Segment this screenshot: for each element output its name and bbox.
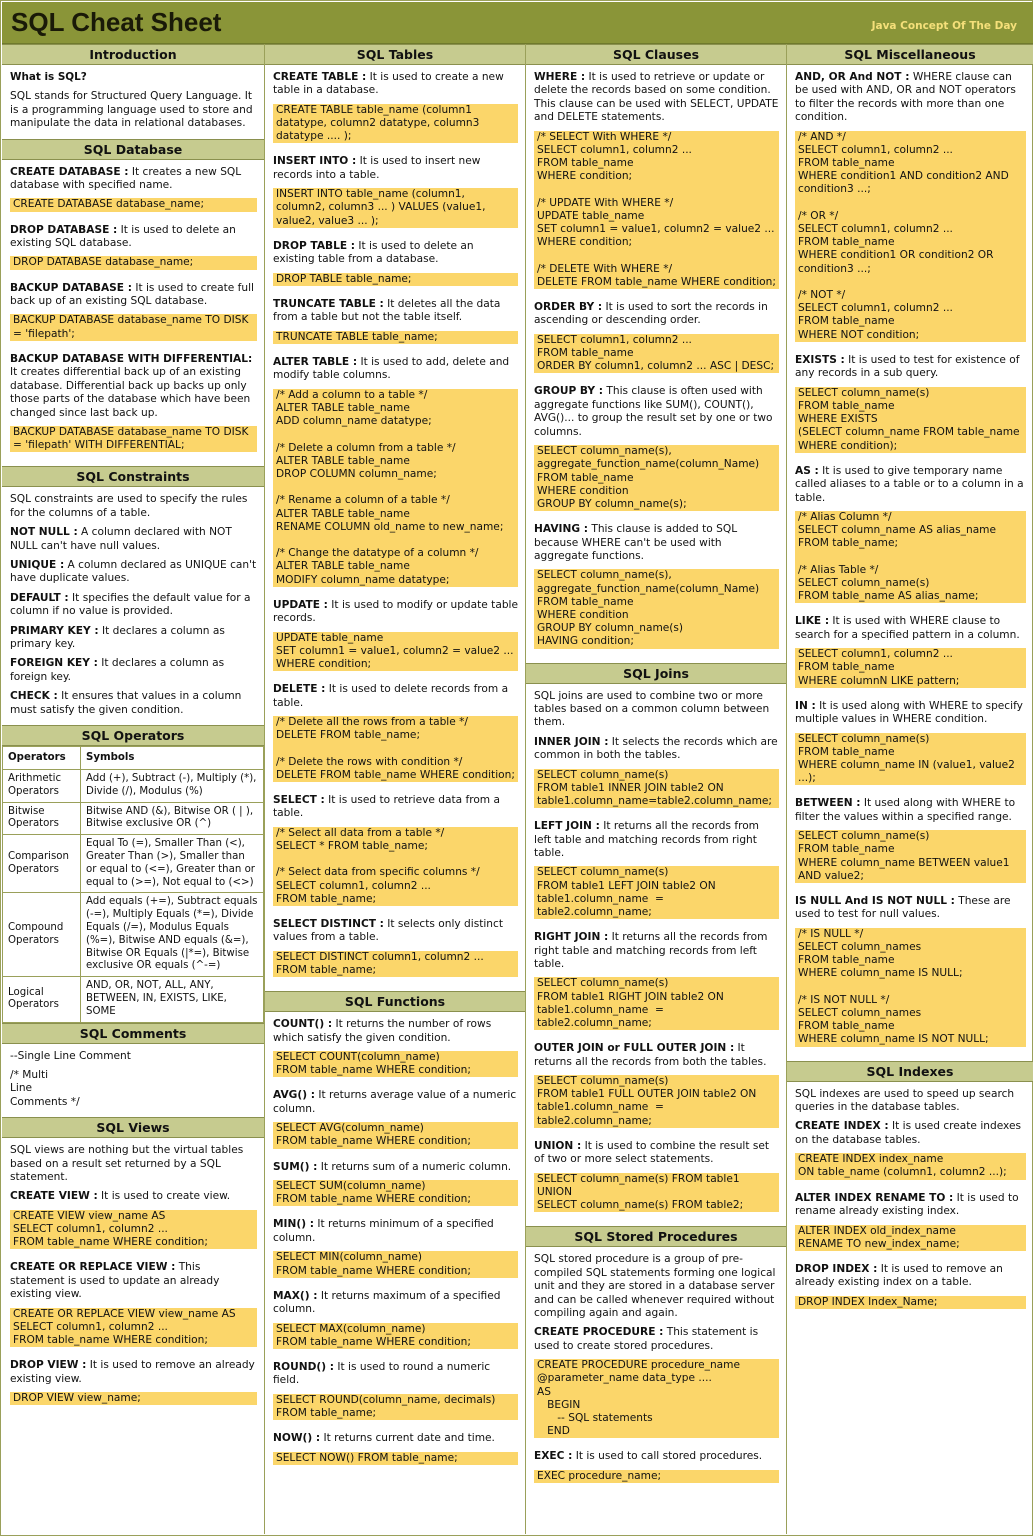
page-subtitle: Java Concept Of The Day	[871, 20, 1017, 32]
table-row	[3, 977, 264, 1022]
item-exec	[534, 1450, 779, 1463]
section-header: SQL Operators	[2, 725, 264, 746]
section-header: SQL Constraints	[2, 466, 264, 487]
item-backup-database	[10, 282, 257, 309]
item-name: PRIMARY KEY :	[10, 624, 99, 637]
code-snippet: SELECT DISTINCT column1, column2 ... FROM table_name;	[273, 951, 518, 977]
table-row	[3, 802, 264, 835]
item-max	[273, 1290, 518, 1317]
item-description: It is used to call stored procedures.	[572, 1450, 763, 1463]
code-snippet: UPDATE table_name SET column1 = value1, column2 = value2 ... WHERE condition;	[273, 632, 518, 672]
operator-symbols: Add equals (+=), Subtract equals (-=), Multiply Equals (*=), Divide Equals (/=), Modulus Equals (%=), Bitwise AND equals (&=), Bitwise OR Equals (|*=), Bitwise exclusive OR equals (^-=)	[81, 893, 264, 977]
item-count	[273, 1018, 518, 1045]
operator-type: Compound Operators	[3, 893, 81, 977]
item-description: It returns current date and time.	[320, 1432, 495, 1445]
item-name: IN :	[795, 699, 816, 712]
section-header: SQL Views	[2, 1117, 264, 1138]
procedures-section	[526, 1247, 786, 1497]
item-create-database	[10, 166, 257, 193]
code-snippet: SELECT column_name(s) FROM table1 LEFT JOIN table2 ON table1.column_name = table2.column_name;	[534, 866, 779, 919]
section-description: SQL indexes are used to speed up search queries in the database tables.	[795, 1087, 1015, 1114]
operators-table	[2, 746, 264, 1023]
item-name: COUNT() :	[273, 1018, 333, 1031]
code-snippet: SELECT column1, column2 ... FROM table_name WHERE columnN LIKE pattern;	[795, 648, 1026, 688]
item-name: AS :	[795, 464, 819, 477]
item-name: CREATE INDEX :	[795, 1120, 889, 1133]
indexes-section	[787, 1082, 1033, 1323]
section-description: SQL stored procedure is a group of pre-compiled SQL statements forming one logical unit and they are stored in a database server and can be called whenever required without compiling again and again.	[534, 1253, 776, 1319]
item-drop-view	[10, 1359, 257, 1386]
column-3	[526, 44, 787, 1534]
item-name: WHERE :	[534, 71, 586, 83]
section-header: SQL Functions	[265, 991, 525, 1012]
item-name: OUTER JOIN or FULL OUTER JOIN :	[534, 1042, 735, 1055]
views-section	[2, 1138, 264, 1419]
item-name: DROP DATABASE :	[10, 223, 118, 236]
operator-symbols: Add (+), Subtract (-), Multiply (*), Divide (/), Modulus (%)	[81, 770, 264, 803]
item-description: It is used to combine the result set of two or more select statements.	[534, 1139, 770, 1166]
item-in	[795, 700, 1026, 727]
item-description: It is used to sort the records in ascending or descending order.	[534, 301, 768, 327]
code-snippet: SELECT NOW() FROM table_name;	[273, 1452, 518, 1465]
item-description: It deletes all the data from a table but not the table itself.	[273, 297, 501, 324]
misc-section	[787, 65, 1033, 1061]
item-description: It is used to insert new records into a table.	[273, 155, 481, 181]
item-name: CREATE DATABASE :	[10, 165, 129, 178]
item-description: It returns all the records from right table and matching records from left table.	[534, 931, 768, 971]
item-create-view	[10, 1190, 257, 1203]
item-description: It is used to modify or update table records.	[273, 598, 519, 625]
code-snippet: /* Select all data from a table */ SELECT * FROM table_name; /* Select data from specific columns */ SELECT column1, column2 ... FROM table_name;	[273, 827, 518, 906]
page-title: SQL Cheat Sheet	[11, 7, 222, 37]
item-description: It is used to delete an existing SQL database.	[10, 223, 236, 250]
item-description: It creates differential back up of an existing database. Differential back up backs up only those parts of the database which have been changed since last back up.	[10, 366, 251, 419]
code-snippet: SELECT column_name(s), aggregate_function_name(column_Name) FROM table_name WHERE condition GROUP BY column_name(s);	[534, 445, 779, 511]
item-description: It specifies the default value for a column if no value is provided.	[10, 591, 251, 618]
code-snippet: SELECT column_name(s) FROM table1 INNER JOIN table2 ON table1.column_name=table2.column_name;	[534, 769, 779, 809]
item-having	[534, 523, 779, 563]
section-header: Introduction	[2, 44, 264, 65]
tables-section	[265, 65, 525, 991]
section-header: SQL Comments	[2, 1023, 264, 1044]
item-name: IS NULL And IS NOT NULL :	[795, 895, 955, 908]
item-create-or-replace-view	[10, 1261, 257, 1301]
item-description: It is used to delete an existing table from a database.	[273, 239, 474, 266]
item-name: LEFT JOIN :	[534, 820, 600, 833]
code-snippet: SELECT MAX(column_name) FROM table_name WHERE condition;	[273, 1323, 518, 1349]
item-delete	[273, 683, 518, 710]
item-sum	[273, 1161, 518, 1174]
table-row	[3, 770, 264, 803]
operator-type: Logical Operators	[3, 977, 81, 1022]
item-description: It is used with WHERE clause to search for a specified pattern in a column.	[795, 615, 1020, 641]
code-snippet: CREATE VIEW view_name AS SELECT column1, column2 ... FROM table_name WHERE condition;	[10, 1210, 257, 1250]
column-2	[265, 44, 526, 1534]
item-description: It returns the number of rows which satisfy the given condition.	[273, 1018, 492, 1044]
item-name: DROP VIEW :	[10, 1359, 87, 1372]
item-description: It creates a new SQL database with specified name.	[10, 165, 242, 192]
item-description: These are used to test for null values.	[795, 895, 1011, 921]
section-description: SQL views are nothing but the virtual tables based on a result set returned by a SQL statement.	[10, 1144, 244, 1183]
functions-section	[265, 1012, 525, 1479]
code-snippet: CREATE INDEX index_name ON table_name (column1, column2 ...);	[795, 1153, 1026, 1179]
item-name: SELECT :	[273, 793, 325, 806]
operator-type: Arithmetic Operators	[3, 770, 81, 803]
item-description: It declares a column as foreign key.	[10, 657, 225, 683]
item-now	[273, 1432, 518, 1445]
item-description: This clause is added to SQL because WHERE can't be used with aggregate functions.	[534, 523, 738, 562]
item-description: A column declared with NOT NULL can't have null values.	[10, 526, 232, 552]
code-snippet: DROP INDEX Index_Name;	[795, 1296, 1026, 1309]
item-name: MIN() :	[273, 1218, 314, 1231]
code-snippet: SELECT AVG(column_name) FROM table_name WHERE condition;	[273, 1122, 518, 1148]
item-name: GROUP BY :	[534, 385, 604, 398]
item-description: It is used to remove an already existing index on a table.	[795, 1262, 1003, 1289]
item-description: It is used to add, delete and modify table columns.	[273, 355, 510, 382]
item-description: It returns sum of a numeric column.	[317, 1160, 512, 1173]
code-snippet: DROP DATABASE database_name;	[10, 256, 257, 269]
section-header: SQL Joins	[526, 663, 786, 684]
code-snippet: /* SELECT With WHERE */ SELECT column1, column2 ... FROM table_name WHERE condition; /* UPDATE With WHERE */ UPDATE table_name SET column1 = value1, column2 = value2 ... WHERE condition; /* DELETE With WHERE */ DELETE FROM table_name WHERE condition;	[534, 131, 779, 289]
item-name: BACKUP DATABASE :	[10, 281, 132, 294]
item-name: UNIQUE :	[10, 558, 65, 571]
code-snippet: CREATE OR REPLACE VIEW view_name AS SELECT column1, column2 ... FROM table_name WHERE condition;	[10, 1308, 257, 1348]
code-snippet: DROP VIEW view_name;	[10, 1392, 257, 1405]
item-min	[273, 1218, 518, 1245]
item-name: RIGHT JOIN :	[534, 931, 609, 944]
item-as	[795, 465, 1026, 505]
item-description: It is used to test for existence of any records in a sub query.	[795, 353, 1020, 380]
code-snippet: SELECT column_name(s) FROM table1 RIGHT JOIN table2 ON table1.column_name = table2.column_name;	[534, 977, 779, 1030]
column-1	[2, 44, 265, 1534]
item-description: It returns maximum of a specified column.	[273, 1289, 501, 1316]
code-snippet: EXEC procedure_name;	[534, 1470, 779, 1483]
item-name: AND, OR And NOT :	[795, 71, 910, 83]
code-snippet: SELECT column_name(s) FROM table_name WHERE EXISTS (SELECT column_name FROM table_name WHERE condition);	[795, 387, 1026, 453]
item-avg	[273, 1089, 518, 1116]
item-select-distinct	[273, 918, 518, 945]
item-where	[534, 71, 779, 125]
item-is-null-and-is-not-null	[795, 895, 1026, 922]
item-inner-join	[534, 736, 779, 763]
item-not-null	[10, 526, 257, 553]
item-name: INNER JOIN :	[534, 735, 609, 748]
item-name: CREATE VIEW :	[10, 1190, 98, 1203]
item-name: LIKE :	[795, 615, 830, 628]
code-snippet: BACKUP DATABASE database_name TO DISK = 'filepath' WITH DIFFERENTIAL;	[10, 426, 257, 452]
item-name: BACKUP DATABASE WITH DIFFERENTIAL:	[10, 352, 253, 365]
item-name: NOW() :	[273, 1432, 321, 1445]
code-snippet: SELECT column_name(s) FROM table1 UNION SELECT column_name(s) FROM table2;	[534, 1173, 779, 1213]
item-order-by	[534, 301, 779, 328]
item-description: This clause is often used with aggregate functions like SUM(), COUNT(), AVG()... to group the result set by one or two columns.	[534, 385, 773, 438]
code-snippet: /* AND */ SELECT column1, column2 ... FROM table_name WHERE condition1 AND condition2 AND condition3 ...; /* OR */ SELECT column1, column2 ... FROM table_name WHERE condition1 OR condition2 OR condition3 ...; /* NOT */ SELECT column1, column2 ... FROM table_name WHERE NOT condition;	[795, 131, 1026, 342]
item-outer-join-or-full-outer-join	[534, 1042, 779, 1069]
item-description: It returns all the records from left table and matching records from right table.	[534, 820, 759, 860]
item-name: ROUND() :	[273, 1360, 335, 1373]
item-name: BETWEEN :	[795, 797, 861, 810]
code-snippet: SELECT column_name(s), aggregate_function_name(column_Name) FROM table_name WHERE condition GROUP BY column_name(s) HAVING condition;	[534, 569, 779, 648]
single-line-comment: --Single Line Comment	[10, 1049, 131, 1062]
item-description: It returns all the records from both the tables.	[534, 1042, 767, 1068]
intro-question: What is SQL?	[10, 71, 87, 83]
item-name: UPDATE :	[273, 598, 328, 611]
item-description: This statement is used to create stored procedures.	[534, 1326, 759, 1352]
section-header: SQL Stored Procedures	[526, 1226, 786, 1247]
item-description: It is used to give temporary name called aliases to a table or to a column in a table.	[795, 464, 1024, 504]
item-name: DROP INDEX :	[795, 1262, 878, 1275]
item-description: A column declared as UNIQUE can't have duplicate values.	[10, 558, 257, 585]
section-header: SQL Indexes	[787, 1061, 1033, 1082]
item-name: AVG() :	[273, 1089, 315, 1102]
item-name: CREATE PROCEDURE :	[534, 1326, 664, 1339]
item-primary-key	[10, 625, 257, 652]
intro-section	[2, 65, 264, 139]
section-header: SQL Miscellaneous	[787, 44, 1033, 65]
operator-symbols: Bitwise AND (&), Bitwise OR ( | ), Bitwise exclusive OR (^)	[81, 802, 264, 835]
item-name: DEFAULT :	[10, 591, 69, 604]
item-name: HAVING :	[534, 523, 588, 536]
code-snippet: /* Delete all the rows from a table */ DELETE FROM table_name; /* Delete the rows with condition */ DELETE FROM table_name WHERE condition;	[273, 716, 518, 782]
code-snippet: DROP TABLE table_name;	[273, 273, 518, 286]
item-name: EXISTS :	[795, 353, 845, 366]
item-check	[10, 690, 257, 717]
table-row	[3, 835, 264, 893]
item-name: INSERT INTO :	[273, 155, 357, 168]
intro-text: SQL stands for Structured Query Language. It is a programming language used to store and manipulate the data in relational databases.	[10, 90, 253, 130]
code-snippet: SELECT ROUND(column_name, decimals) FROM table_name;	[273, 1394, 518, 1420]
clauses-section	[526, 65, 786, 663]
code-snippet: TRUNCATE TABLE table_name;	[273, 331, 518, 344]
operator-type: Bitwise Operators	[3, 802, 81, 835]
code-snippet: SELECT MIN(column_name) FROM table_name WHERE condition;	[273, 1251, 518, 1277]
item-description: It is used to round a numeric field.	[273, 1360, 491, 1387]
item-update	[273, 599, 518, 626]
column-4	[787, 44, 1033, 1534]
item-description: It is used along with WHERE to specify multiple values in WHERE condition.	[795, 699, 1023, 726]
item-description: It is used create indexes on the database tables.	[795, 1120, 1022, 1146]
item-union	[534, 1140, 779, 1167]
section-description: SQL joins are used to combine two or more tables based on a common column between them.	[534, 689, 770, 729]
item-description: It declares a column as primary key.	[10, 624, 225, 650]
item-drop-index	[795, 1263, 1026, 1290]
item-like	[795, 615, 1026, 642]
item-name: ORDER BY :	[534, 301, 603, 314]
section-header: SQL Clauses	[526, 44, 786, 65]
section-description: SQL constraints are used to specify the rules for the columns of a table.	[10, 493, 248, 519]
code-snippet: SELECT column_name(s) FROM table_name WHERE column_name BETWEEN value1 AND value2;	[795, 830, 1026, 883]
item-name: UNION :	[534, 1139, 582, 1152]
database-section	[2, 160, 264, 467]
item-alter-table	[273, 356, 518, 383]
item-description: This statement is used to update an already existing view.	[10, 1261, 220, 1301]
item-truncate-table	[273, 298, 518, 325]
code-snippet: SELECT COUNT(column_name) FROM table_name WHERE condition;	[273, 1051, 518, 1077]
item-name: CREATE OR REPLACE VIEW :	[10, 1261, 176, 1274]
code-snippet: ALTER INDEX old_index_name RENAME TO new_index_name;	[795, 1225, 1026, 1251]
operator-symbols: Equal To (=), Smaller Than (<), Greater Than (>), Smaller than or equal to (<=), Greater than or equal to (>=), Not equal to (<>)	[81, 835, 264, 893]
item-name: ALTER INDEX RENAME TO :	[795, 1191, 954, 1204]
item-drop-table	[273, 240, 518, 267]
item-description: It is used to create full back up of an existing SQL database.	[10, 281, 254, 308]
code-snippet: SELECT column1, column2 ... FROM table_name ORDER BY column1, column2 ... ASC | DESC;	[534, 334, 779, 374]
item-create-procedure	[534, 1326, 779, 1353]
code-snippet: SELECT column_name(s) FROM table1 FULL OUTER JOIN table2 ON table1.column_name = table2.column_name;	[534, 1075, 779, 1128]
item-name: MAX() :	[273, 1289, 318, 1302]
table-header: Symbols	[81, 747, 264, 770]
item-create-index	[795, 1120, 1026, 1147]
item-description: It returns minimum of a specified column.	[273, 1218, 494, 1244]
item-name: NOT NULL :	[10, 526, 78, 539]
item-name: EXEC :	[534, 1450, 573, 1463]
table-row	[3, 893, 264, 977]
item-drop-database	[10, 224, 257, 251]
table-header: Operators	[3, 747, 81, 770]
item-name: CHECK :	[10, 690, 58, 703]
operator-symbols: AND, OR, NOT, ALL, ANY, BETWEEN, IN, EXISTS, LIKE, SOME	[81, 977, 264, 1022]
item-description: It is used to create view.	[97, 1190, 231, 1203]
item-description: It selects the records which are common in both the tables.	[534, 735, 778, 762]
item-description: It returns average value of a numeric column.	[273, 1089, 517, 1115]
joins-section	[526, 684, 786, 1227]
code-snippet: INSERT INTO table_name (column1, column2, column3 ... ) VALUES (value1, value2, value3 ... );	[273, 188, 518, 228]
item-name: SELECT DISTINCT :	[273, 918, 384, 931]
code-snippet: /* IS NULL */ SELECT column_names FROM table_name WHERE column_name IS NULL; /* IS NOT NULL */ SELECT column_names FROM table_name WHERE column_name IS NOT NULL;	[795, 928, 1026, 1047]
item-description: WHERE clause can be used with AND, OR and NOT operators to filter the records with more than one condition.	[795, 71, 1016, 124]
item-alter-index-rename-to	[795, 1192, 1026, 1219]
code-snippet: CREATE TABLE table_name (column1 datatype, column2 datatype, column3 datatype .... );	[273, 104, 518, 144]
item-name: DELETE :	[273, 683, 326, 696]
item-round	[273, 1361, 518, 1388]
item-description: It selects only distinct values from a table.	[273, 918, 504, 944]
code-snippet: CREATE PROCEDURE procedure_name @parameter_name data_type .... AS BEGIN -- SQL statements END	[534, 1359, 779, 1438]
item-foreign-key	[10, 657, 257, 684]
operator-type: Comparison Operators	[3, 835, 81, 893]
item-description: It is used to retrieve or update or delete the records based on some condition. This clause can be used with SELECT, UPDATE and DELETE statements.	[534, 71, 779, 124]
item-right-join	[534, 931, 779, 971]
section-header: SQL Tables	[265, 44, 525, 65]
constraints-section	[2, 487, 264, 725]
item-name: CREATE TABLE :	[273, 71, 367, 83]
item-description: It is used to retrieve data from a table.	[273, 793, 500, 820]
item-select	[273, 794, 518, 821]
code-snippet: /* Add a column to a table */ ALTER TABLE table_name ADD column_name datatype; /* Delete a column from a table */ ALTER TABLE table_name DROP COLUMN column_name; /* Rename a column of a table */ ALTER TABLE table_name RENAME COLUMN old_name to new_name; /* Change the datatype of a column */ ALTER TABLE table_name MODIFY column_name datatype;	[273, 389, 518, 587]
comments-section	[2, 1044, 264, 1118]
code-snippet: SELECT column_name(s) FROM table_name WHERE column_name IN (value1, value2 ...);	[795, 733, 1026, 786]
item-description: It is used to remove an already existing view.	[10, 1359, 255, 1385]
item-backup-database-with-differential	[10, 353, 257, 420]
item-name: ALTER TABLE :	[273, 355, 358, 368]
item-default	[10, 592, 257, 619]
code-snippet: BACKUP DATABASE database_name TO DISK = 'filepath';	[10, 314, 257, 340]
item-description: It used along with WHERE to filter the values within a specified range.	[795, 797, 1016, 823]
item-name: FOREIGN KEY :	[10, 657, 98, 670]
code-snippet: /* Alias Column */ SELECT column_name AS alias_name FROM table_name; /* Alias Table */ SELECT column_name(s) FROM table_name AS alias_name;	[795, 511, 1026, 603]
item-group-by	[534, 385, 779, 439]
item-left-join	[534, 820, 779, 860]
item-unique	[10, 559, 257, 586]
page-header	[2, 2, 1033, 44]
item-name: SUM() :	[273, 1160, 318, 1173]
item-insert-into	[273, 155, 518, 182]
item-description: It is used to create a new table in a database.	[273, 71, 504, 97]
code-snippet: CREATE DATABASE database_name;	[10, 198, 257, 211]
item-between	[795, 797, 1026, 824]
item-description: It is used to rename already existing index.	[795, 1191, 1019, 1218]
multi-line-comment: /* Multi Line Comments */	[10, 1068, 80, 1108]
table-header-row	[3, 747, 264, 770]
item-name: TRUNCATE TABLE :	[273, 297, 384, 310]
item-description: It ensures that values in a column must satisfy the given condition.	[10, 690, 242, 716]
item-and-or-and-not	[795, 71, 1026, 125]
item-description: It is used to delete records from a table.	[273, 683, 509, 709]
code-snippet: SELECT SUM(column_name) FROM table_name WHERE condition;	[273, 1180, 518, 1206]
section-header: SQL Database	[2, 139, 264, 160]
item-exists	[795, 354, 1026, 381]
item-create-table	[273, 71, 518, 98]
item-name: DROP TABLE :	[273, 239, 355, 252]
